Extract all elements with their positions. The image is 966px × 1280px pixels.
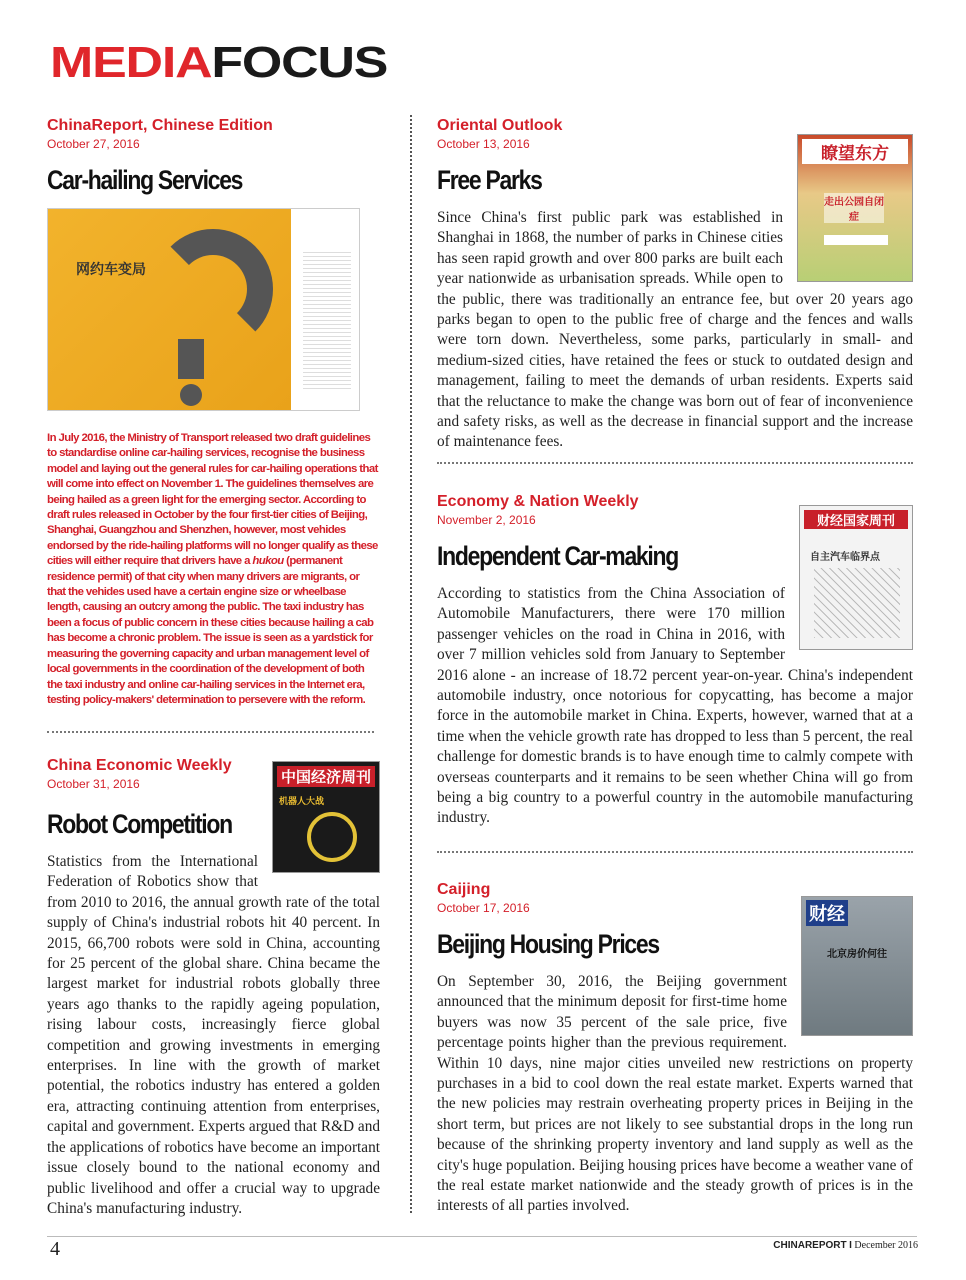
divider bbox=[437, 851, 913, 853]
article-summary: In July 2016, the Ministry of Transport released two draft guidelines to standardise online car-hailing services, recognise the business model and laying out the general rules for car-hailing operations that will come into effect on November 1. The guidelines themselves are being hailed as a green light for the emerging sector. According to draft rules released in October by the four first-tier cities of Beijing, Shanghai, Guangzhou and Shenzhen, however, most vehides endorsed by the ride-hailing platforms will no longer qualify as these cities will either require that drivers have a hukou (permanent residence permit) of that city when many drivers are migrants, or that the vehides used have a certain engine size or wheelbase length, causing an outcry among the public. The taxi industry has been a focus of public concern in these cities because hailing a cab has become a chronic problem. The issue is seen as a yardstick for measuring the governing capacity and urban management level of local governments in the coordination of the development of both the taxi industry and online car-hailing services in the Internet era, testing policy-makers' determination to persevere with the reform. bbox=[47, 432, 378, 706]
magazine-cover: 瞭望东方 走出公园自闭症 bbox=[797, 134, 913, 282]
article-source: Caijing bbox=[437, 881, 491, 898]
magazine-cover: 中国经济周刊 机器人大战 bbox=[272, 761, 380, 873]
column-divider bbox=[410, 115, 412, 1213]
article-body: Since China's first public park was established in Shanghai in 1868, the number of parks in Chinese cities has seen rapid growth and over 800 parks are built each year nationwide as urbanisation spreads. While open to the public, there was traditionally an entrance fee, but over 20 years ago parks began to open to the public free of charge and the fences and walls were torn down. Nevertheless, some parks, particularly in small- and medium-sized cities, have retained the fees or stuck to outdated design and management, failing to meet the demands of urban residents. Experts said that the reluctance to make the change was born out of fear of inconvenience and safety risks, as well as the decrease in financial support and the increase of maintenance fees. bbox=[437, 209, 913, 451]
article-date: October 27, 2016 bbox=[47, 137, 140, 151]
article-robot-competition bbox=[47, 757, 380, 1219]
article-date: October 13, 2016 bbox=[437, 137, 530, 151]
article-date: October 17, 2016 bbox=[437, 901, 530, 915]
article-source: ChinaReport, Chinese Edition bbox=[47, 117, 273, 134]
footer-rule bbox=[47, 1236, 917, 1237]
page-number: 4 bbox=[50, 1238, 60, 1260]
article-body: On September 30, 2016, the Beijing government announced that the minimum deposit for first-time home buyers was now 35 percent of the sale price, five percentage points higher than the previous requirement. Within 10 days, nine major cities unveiled new restrictions on property purchases in a bid to cool down the real estate market. Experts warned that the new policies may restrain overheating property prices in Beijing in the short term, but prices are not likely to see substantial drops in the long run because of the shrinking property inventory and land supply as well as the city's huge population. Beijing housing prices have become a weather vane of the real estate market nationwide and the steady growth of prices is in the interests of all parties involved. bbox=[437, 973, 913, 1215]
divider bbox=[437, 462, 913, 464]
article-date: October 31, 2016 bbox=[47, 777, 140, 791]
article-headline: Free Parks bbox=[437, 165, 542, 195]
article-headline: Car-hailing Services bbox=[47, 165, 243, 195]
magazine-cover: 财经 北京房价何往 bbox=[801, 896, 913, 1036]
article-independent-car-making bbox=[437, 493, 913, 829]
article-date: November 2, 2016 bbox=[437, 513, 536, 527]
article-body: According to statistics from the China Association of Automobile Manufacturers, there were 170 million passenger vehicles on the road in China in 2016, with over 7 million vehicles sold from January to September 2016 alone - an increase of 18.72 percent year-on-year. China's independent automobile industry, once notorious for copycatting, has become a major force in the automobile market in China. Experts, however, warned that at a time when the vehicle growth rate has dropped to less than 5 percent, the real challenge for domestic brands is to have enough time to calmly compete with overseas counterparts and it remains to be seen whether China will go from being a big country to a powerful country in the automobile manufacturing industry. bbox=[437, 585, 913, 827]
article-source: China Economic Weekly bbox=[47, 757, 232, 774]
magazine-cover: 财经国家周刊 自主汽车临界点 bbox=[799, 505, 913, 650]
article-source: Oriental Outlook bbox=[437, 117, 563, 134]
article-headline: Independent Car-making bbox=[437, 541, 679, 571]
article-body: Statistics from the International Federation of Robotics show that from 2010 to 2016, the annual growth rate of the total supply of China's industrial robots hit 40 percent. In 2015, 66,700 robots were sold in China, accounting for 25 percent of the global share. China became the largest market for industrial robots globally three years ago thanks to the rapidly ageing population, rising labour costs, increasingly fierce global competition and growing investments in emerging enterprises. In line with the growth of market potential, the robotics industry has entered a golden era, attracting continuing attention from enterprises, capital and government. Experts argued that R&D and the applications of robotics have become an important issue closely bound to the national economy and public livelihood and offer a crucial way to upgrade China's manufacturing industry. bbox=[47, 853, 380, 1217]
footer-issue: CHINAREPORT I December 2016 bbox=[773, 1240, 918, 1251]
article-car-hailing bbox=[47, 117, 380, 708]
article-headline: Robot Competition bbox=[47, 809, 232, 839]
article-free-parks bbox=[437, 117, 913, 453]
article-headline: Beijing Housing Prices bbox=[437, 929, 659, 959]
magazine-section-logo: MEDIAFOCUS bbox=[50, 38, 388, 87]
article-beijing-housing bbox=[437, 881, 913, 1217]
divider bbox=[47, 731, 374, 733]
article-image: 网约车变局 bbox=[47, 208, 360, 411]
article-source: Economy & Nation Weekly bbox=[437, 493, 639, 510]
